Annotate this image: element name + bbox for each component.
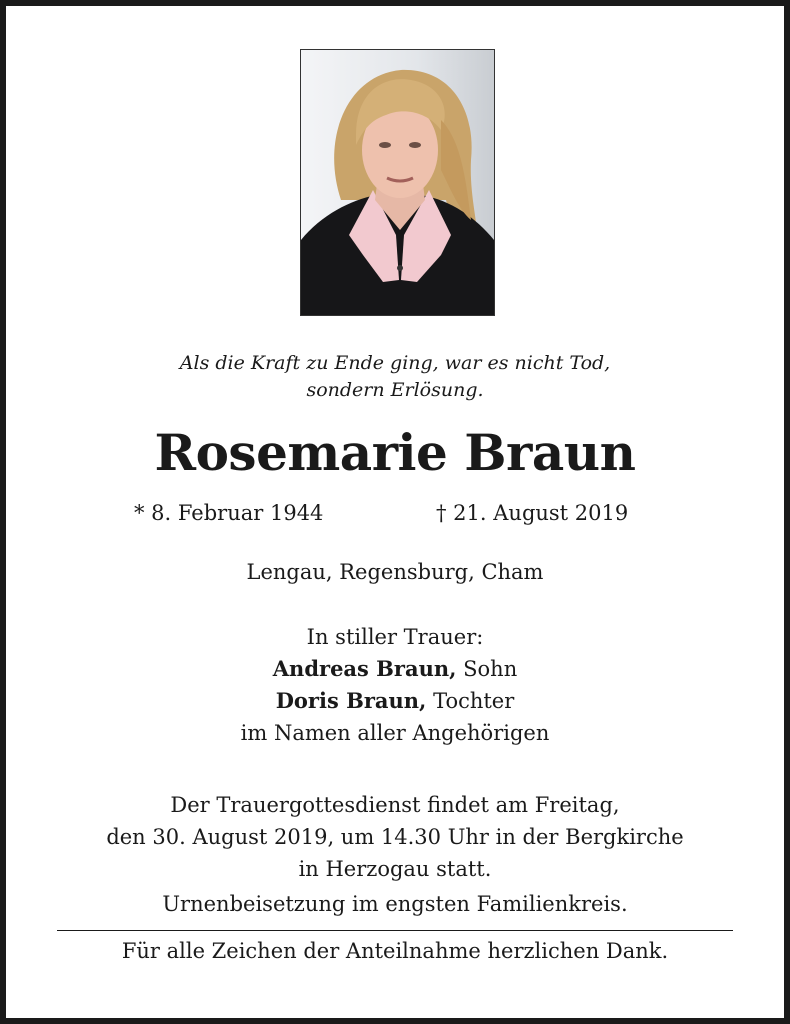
deceased-name: Rosemarie Braun: [154, 423, 636, 482]
mourner-name: Doris Braun,: [275, 688, 427, 713]
mourners-intro: In stiller Trauer:: [306, 625, 484, 649]
death-date: † 21. August 2019: [436, 501, 629, 525]
places: Lengau, Regensburg, Cham: [246, 560, 544, 584]
mourners-closing: im Namen aller Angehörigen: [240, 721, 550, 745]
portrait-illustration: [301, 50, 494, 315]
service-line-3: in Herzogau statt.: [298, 857, 492, 881]
quote-line-2: sondern Erlösung.: [306, 379, 484, 401]
divider: [57, 930, 733, 931]
mourner-entry: [0, 685, 790, 717]
thanks-line: Für alle Zeichen der Anteilnahme herzlichen Dank.: [121, 939, 669, 963]
service-line-1: Der Trauergottesdienst findet am Freitag,: [170, 793, 620, 817]
portrait-photo: [300, 49, 495, 316]
service-line-2: den 30. August 2019, um 14.30 Uhr in der Bergkirche: [106, 825, 684, 849]
mourner-relation: Tochter: [433, 689, 515, 713]
quote-line-1: Als die Kraft zu Ende ging, war es nicht Tod,: [179, 352, 611, 374]
memorial-quote: [0, 350, 790, 404]
mourners-block: [0, 621, 790, 749]
service-info: [0, 789, 790, 885]
mourner-entry: [0, 653, 790, 685]
mourner-relation: Sohn: [463, 657, 518, 681]
burial-info: Urnenbeisetzung im engsten Familienkreis.: [162, 892, 628, 916]
birth-date: * 8. Februar 1944: [134, 501, 324, 525]
mourner-name: Andreas Braun,: [272, 656, 457, 681]
